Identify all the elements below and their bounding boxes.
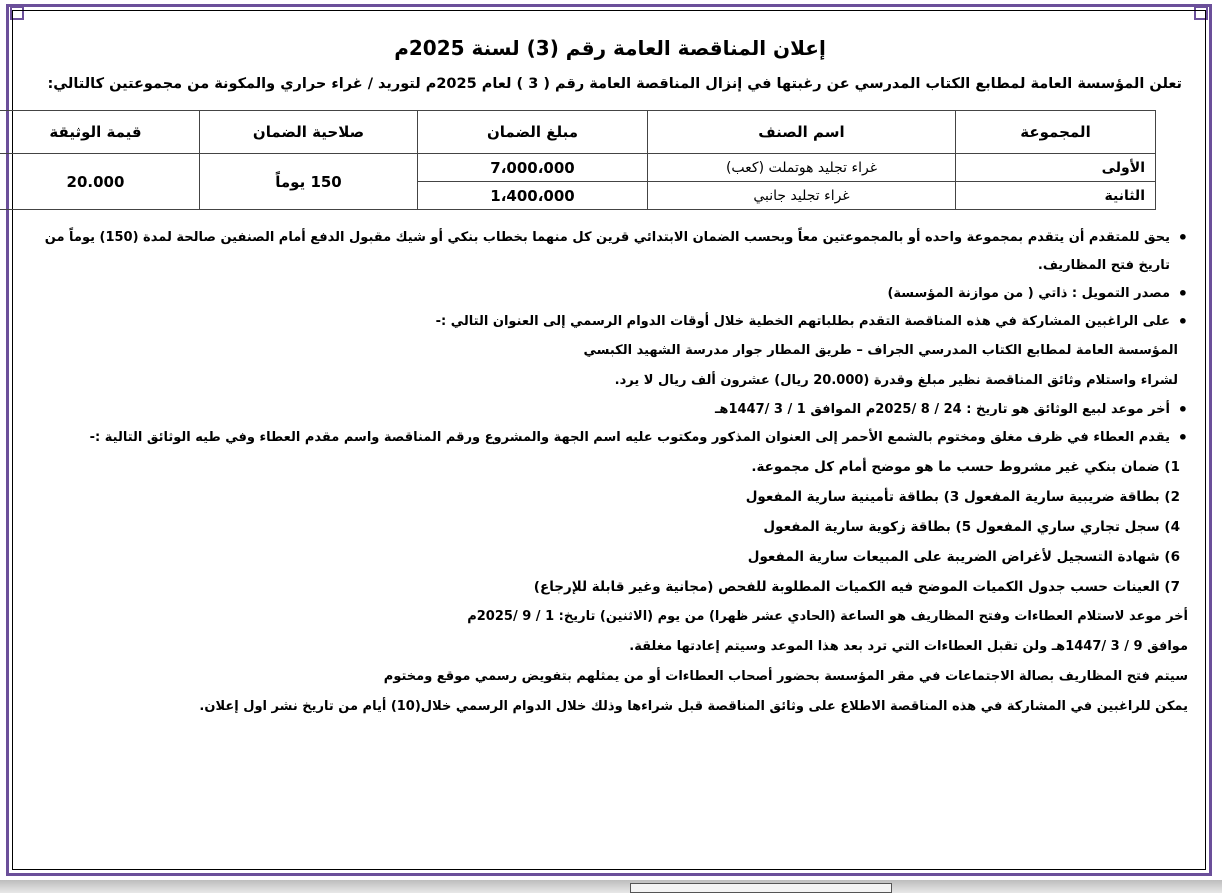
- cell-validity: 150 يوماً: [200, 154, 418, 210]
- list-item: 6) شهادة التسجيل لأغراض الضريبة على المبيعات سارية المفعول: [747, 549, 1180, 565]
- header-validity: صلاحية الضمان: [200, 111, 418, 154]
- closing-line: أخر موعد لاستلام العطاءات وفتح المظاريف هو الساعة (الحادي عشر ظهرا) من يوم (الاثنين) تاريخ: 1 / 9 /2025م: [467, 609, 1188, 624]
- list-item: 4) سجل تجاري ساري المفعول 5) بطاقة زكوية سارية المفعول: [763, 519, 1180, 535]
- header-item: اسم الصنف: [648, 111, 956, 154]
- address-line: المؤسسة العامة لمطابع الكتاب المدرسي الجراف – طريق المطار جوار مدرسة الشهيد الكبسي: [583, 343, 1178, 358]
- announcement-subtitle: تعلن المؤسسة العامة لمطابع الكتاب المدرسي عن رغبتها في إنزال المناقصة العامة رقم ( 3 ) لعام 2025م لتوريد / غراء حراري والمكونة من مجموعتين كالتالي:: [47, 76, 1182, 92]
- lots-table: [0, 110, 1156, 210]
- list-item: • يقدم العطاء في ظرف مغلق ومختوم بالشمع الأحمر إلى العنوان المذكور ومكتوب عليه اسم الجهة والمشروع ورقم المناقصة واسم مقدم العطاء وفي طيه الوثائق التالية :-: [20, 424, 1192, 452]
- list-item: 2) بطاقة ضريبية سارية المفعول 3) بطاقة تأمينية سارية المفعول: [745, 489, 1180, 505]
- closing-line: موافق 9 / 3 /1447هـ ولن تقبل العطاءات التي ترد بعد هذا الموعد وسيتم إعادتها مغلقة.: [629, 639, 1188, 654]
- closing-line: سيتم فتح المظاريف بصالة الاجتماعات في مقر المؤسسة بحضور أصحاب العطاءات أو من يمثلهم بتفويض رسمي موقع ومختوم: [383, 669, 1188, 684]
- list-item: 1) ضمان بنكي غير مشروط حسب ما هو موضح أمام كل مجموعة.: [751, 459, 1180, 475]
- list-item: • أخر موعد لبيع الوثائق هو تاريخ : 24 / 8 /2025م الموافق 1 / 3 /1447هـ: [20, 396, 1192, 424]
- cell-group: الثانية: [956, 182, 1156, 210]
- announcement-title: إعلان المناقصة العامة رقم (3) لسنة 2025م: [394, 36, 826, 60]
- window-scrollbar-strip: [0, 880, 1222, 893]
- conditions-list: [20, 224, 1192, 336]
- deadline-list: [20, 396, 1192, 452]
- list-item: 7) العينات حسب جدول الكميات الموضح فيه الكميات المطلوبة للفحص (مجانية وغير قابلة للإرجاع): [533, 579, 1180, 595]
- cell-guarantee: 7،000،000: [418, 154, 648, 182]
- list-item: • على الراغبين المشاركة في هذه المناقصة التقدم بطلباتهم الخطية خلال أوقات الدوام الرسمي إلى العنوان التالي :-: [20, 308, 1192, 336]
- closing-line: يمكن للراغبين في المشاركة في هذه المناقصة الاطلاع على وثائق المناقصة قبل شراءها وذلك خلال الدوام الرسمي خلال(10) أيام من تاريخ نشر اول إعلان.: [199, 699, 1188, 714]
- list-item: • يحق للمتقدم أن يتقدم بمجموعة واحده أو بالمجموعتين معاً وبحسب الضمان الابتدائي قرين كل منهما بخطاب بنكي أو شيك مقبول الدفع أمام الصنفين صالحة لمدة (150) يوماً من تاريخ فتح المظاريف.: [20, 224, 1192, 280]
- cell-item: غراء تجليد هوتملت (كعب): [648, 154, 956, 182]
- announcement-document: [20, 28, 1200, 722]
- header-doc-price: قيمة الوثيقة: [0, 111, 200, 154]
- scroll-thumb[interactable]: [630, 883, 892, 893]
- required-documents-list: [20, 452, 1200, 602]
- cell-group: الأولى: [956, 154, 1156, 182]
- header-group: المجموعة: [956, 111, 1156, 154]
- list-item: • مصدر التمويل : ذاتي ( من موازنة المؤسسة): [20, 280, 1192, 308]
- cell-item: غراء تجليد جانبي: [648, 182, 956, 210]
- cell-guarantee: 1،400،000: [418, 182, 648, 210]
- header-guarantee: مبلغ الضمان: [418, 111, 648, 154]
- cell-doc-price: 20.000: [0, 154, 200, 210]
- purchase-line: لشراء واستلام وثائق المناقصة نظير مبلغ وقدرة (20.000 ريال) عشرون ألف ريال لا يرد.: [614, 373, 1178, 388]
- table-row: [0, 154, 1156, 182]
- table-header-row: [0, 111, 1156, 154]
